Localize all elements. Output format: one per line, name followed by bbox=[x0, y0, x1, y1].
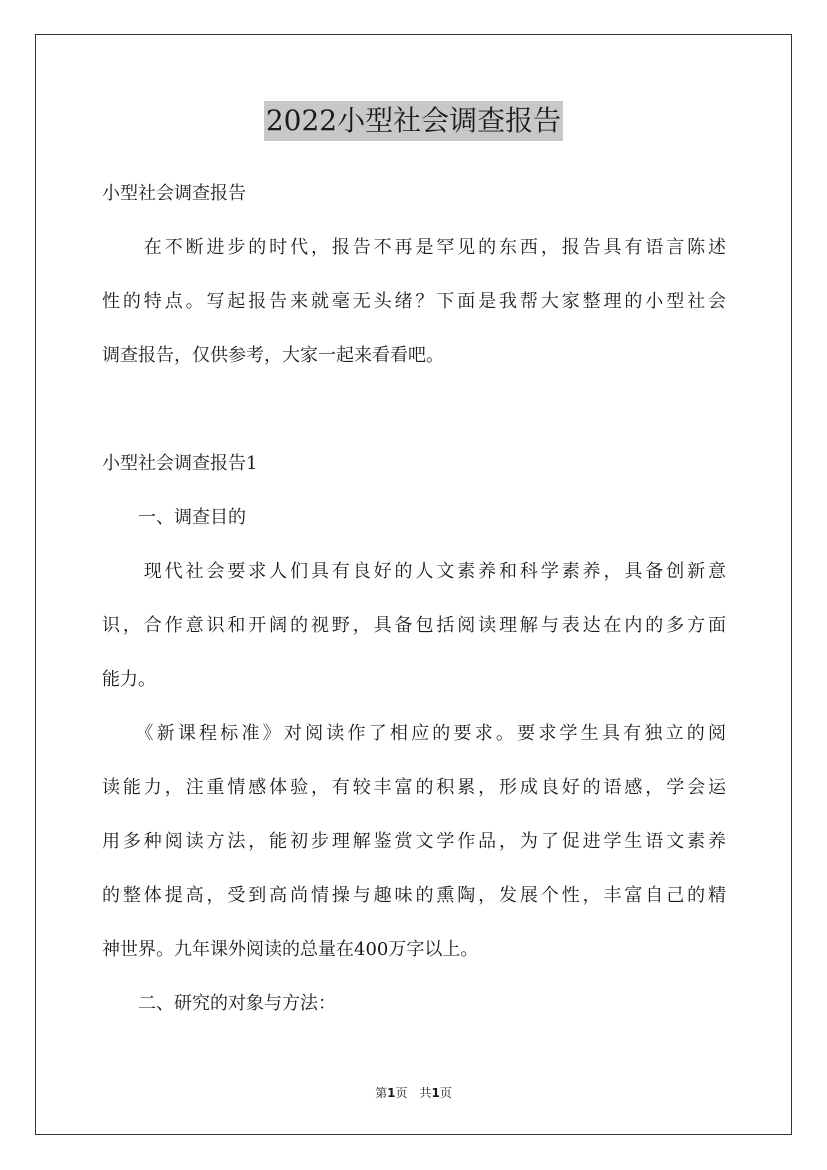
footer-prefix: 第 bbox=[375, 1086, 388, 1100]
document-title: 2022小型社会调查报告 bbox=[264, 101, 563, 141]
subsection-heading: 一、调查目的 bbox=[102, 507, 246, 528]
section-heading: 小型社会调查报告 bbox=[102, 183, 246, 204]
paragraph-line: 《新课程标准》对阅读作了相应的要求。要求学生具有独立的阅 bbox=[102, 723, 726, 744]
footer-mid: 页 共 bbox=[395, 1086, 432, 1100]
footer-suffix: 页 bbox=[439, 1086, 452, 1100]
paragraph-line: 神世界。九年课外阅读的总量在400万字以上。 bbox=[102, 939, 479, 960]
title-container bbox=[0, 101, 827, 141]
footer-page-total: 1 bbox=[431, 1086, 440, 1100]
paragraph-line: 在不断进步的时代，报告不再是罕见的东西，报告具有语言陈述 bbox=[102, 237, 726, 258]
subsection-heading: 二、研究的对象与方法： bbox=[102, 993, 336, 1014]
paragraph-line: 调查报告，仅供参考，大家一起来看看吧。 bbox=[102, 345, 444, 366]
page-footer bbox=[0, 1085, 827, 1101]
paragraph-line: 用多种阅读方法，能初步理解鉴赏文学作品，为了促进学生语文素养 bbox=[102, 831, 726, 852]
paragraph-line: 能力。 bbox=[102, 669, 156, 690]
paragraph-line: 读能力，注重情感体验，有较丰富的积累，形成良好的语感，学会运 bbox=[102, 777, 726, 798]
footer-page-current: 1 bbox=[387, 1086, 396, 1100]
paragraph-line: 识，合作意识和开阔的视野，具备包括阅读理解与表达在内的多方面 bbox=[102, 615, 726, 636]
paragraph-line: 的整体提高，受到高尚情操与趣味的熏陶，发展个性，丰富自己的精 bbox=[102, 885, 726, 906]
section-heading: 小型社会调查报告1 bbox=[102, 453, 258, 474]
paragraph-line: 性的特点。写起报告来就毫无头绪？下面是我帮大家整理的小型社会 bbox=[102, 291, 726, 312]
paragraph-line: 现代社会要求人们具有良好的人文素养和科学素养，具备创新意 bbox=[102, 561, 726, 582]
